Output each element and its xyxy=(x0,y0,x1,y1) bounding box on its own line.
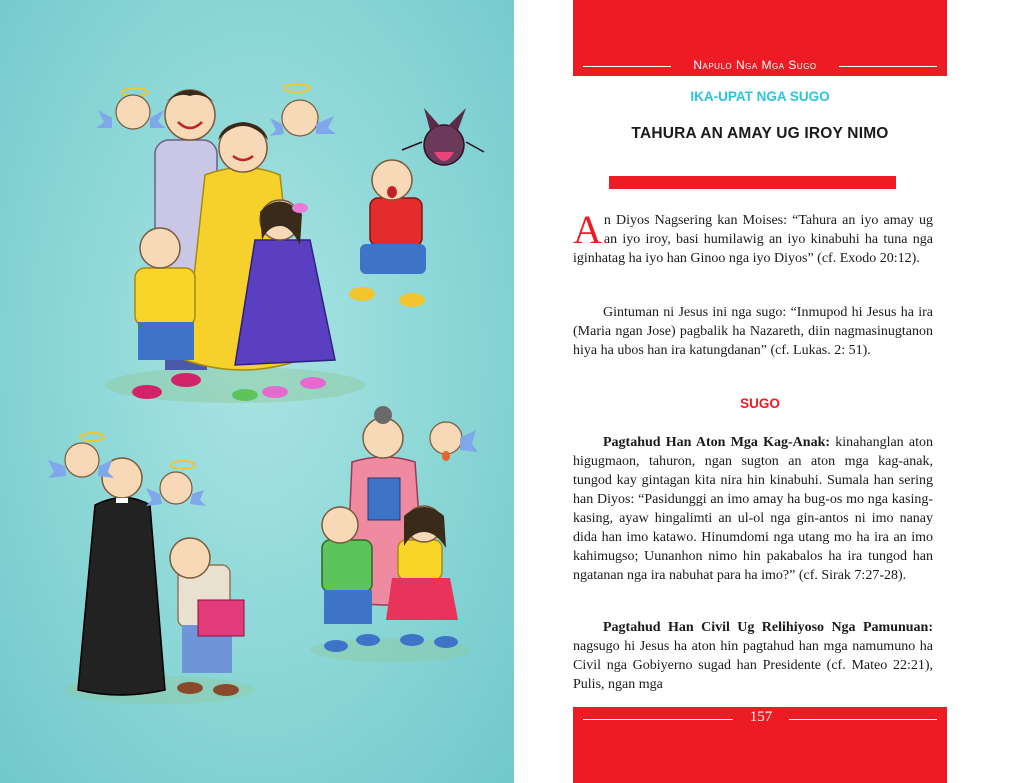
chapter-title: TAHURA AN AMAY UG IROY NIMO xyxy=(631,125,889,142)
paragraph-parents-lead: Pagtahud Han Aton Mga Kag-Anak: xyxy=(603,435,831,450)
paragraph-parents xyxy=(573,433,933,585)
paragraph-intro-text: n Diyos Nagsering kan Moises: “Tahura an iyo amay ug an iyo iroy, basi humilawig an iyo kinabuhi ha tuna nga iginhatag ha iyo han Ginoo nga iyo Diyos” (cf. Exodo 20:12). xyxy=(573,213,933,266)
angel-head-icon xyxy=(48,433,114,478)
angel-head-icon xyxy=(270,84,336,136)
devil-head-icon xyxy=(402,108,484,165)
paragraph-authorities-text: nagsugo hi Jesus ha aton hin pagtahud han mga namumuno ha Civil nga Gobiyerno sugad han Presidente (cf. Mateo 22:21), Pulis, ngan mga xyxy=(573,639,933,692)
header-rule-left xyxy=(583,66,671,67)
header-band xyxy=(573,0,947,76)
student-boy-figure-icon xyxy=(170,538,244,696)
text-page xyxy=(514,0,1024,783)
paragraph-intro xyxy=(573,207,933,268)
angel-head-icon xyxy=(146,461,206,506)
chapter-kicker: IKA-UPAT NGA SUGO xyxy=(690,89,830,104)
angel-head-icon xyxy=(96,88,166,129)
footer-rule-left xyxy=(583,719,733,720)
paragraph-parents-text: kinahanglan aton higugmaon, tahuron, ngan sugton an aton mga kag-anak, tungod kay gintagan kita nira hin kinabuhi. Sumala han sering han Diyos: “Pasidunggi an imo amay ha bug-os mo nga kasing-kasing, ayaw hingalimti an ul-ol nga gin-antos ni imo nanay dida han imo katawo. Hinumdomi nga utang mo ha ira an imo kahimugso; Uunanhon nimo hin pakabalos ha ira tungod han ngatanan nga ira nabuhat para ha imo?” (cf. Sirak 7:27-28). xyxy=(573,435,933,583)
header-rule-right xyxy=(839,66,937,67)
paragraph-authorities xyxy=(573,618,933,694)
section-heading: SUGO xyxy=(740,396,780,411)
scared-boy-figure-icon xyxy=(349,160,426,307)
page-number: 157 xyxy=(749,709,773,725)
angel-head-icon xyxy=(430,422,478,461)
footer-rule-right xyxy=(789,719,937,720)
paragraph-jesus: Gintuman ni Jesus ini nga sugo: “Inmupod hi Jesus ha ira (Maria ngan Jose) pagbalik ha Nazareth, diin nagmasinugtanon hiya ha ubos han ira katungdanan” (cf. Lukas. 2: 51). xyxy=(573,305,933,358)
paragraph-authorities-lead: Pagtahud Han Civil Ug Relihiyoso Nga Pamunuan: xyxy=(603,620,933,635)
running-head: Napulo Nga Mga Sugo xyxy=(693,58,817,72)
footer-band xyxy=(573,707,947,783)
family-group xyxy=(105,90,365,403)
title-divider-bar xyxy=(609,176,896,189)
drop-cap: A xyxy=(573,207,602,252)
